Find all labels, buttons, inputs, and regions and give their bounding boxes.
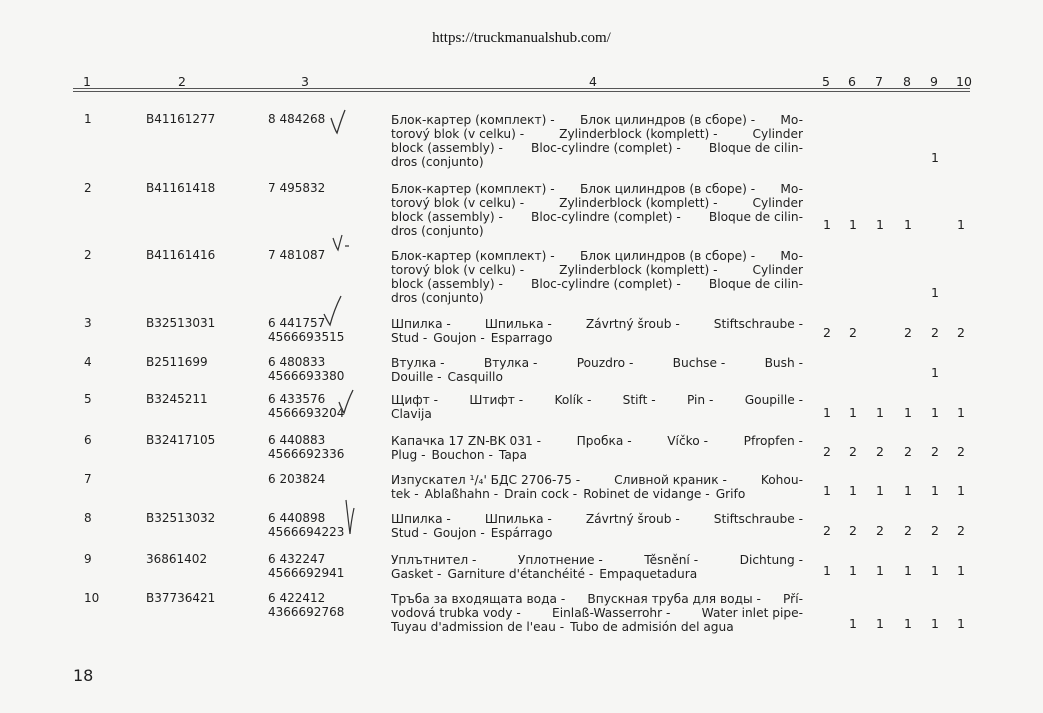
catalogue-code: 6 440883 <box>268 433 326 447</box>
description-line <box>391 182 803 196</box>
description-word: Kohou- <box>760 473 803 487</box>
catalogue-code: 4366692768 <box>268 605 345 619</box>
description-word: Goupille - <box>744 393 803 407</box>
quantity-cell: 1 <box>931 285 939 300</box>
part-description <box>391 182 803 238</box>
part-number: B41161418 <box>146 181 216 195</box>
column-header-5: 5 <box>822 74 830 89</box>
position-number: 7 <box>84 472 92 486</box>
column-header-3: 3 <box>301 74 309 89</box>
description-word: Bloque de cilin- <box>708 210 803 224</box>
quantity-cell: 1 <box>957 483 965 498</box>
position-number: 10 <box>84 591 100 605</box>
handwritten-check-mark <box>342 498 358 538</box>
description-word: Mo- <box>780 113 803 127</box>
part-description <box>391 434 803 462</box>
catalogue-code: 6 440898 <box>268 511 326 525</box>
page-number: 18 <box>73 666 94 685</box>
part-description <box>391 249 803 305</box>
description-word: Изпускател ¹/₄' БДС 2706-75 - <box>391 473 581 487</box>
description-word: Сливной краник - <box>614 473 727 487</box>
column-header-6: 6 <box>848 74 856 89</box>
description-word: Kolík - <box>554 393 592 407</box>
quantity-cell: 1 <box>931 150 939 165</box>
description-word: Stud - <box>391 526 428 540</box>
quantity-cell: 2 <box>904 444 912 459</box>
quantity-cell: 2 <box>904 523 912 538</box>
description-word: Zylinderblock (komplett) - <box>559 263 718 277</box>
description-word: Stiftschraube - <box>713 512 803 526</box>
part-description <box>391 393 803 421</box>
description-word: Einlaß-Wasserrohr - <box>552 606 671 620</box>
part-description <box>391 356 803 384</box>
quantity-cell: 2 <box>931 444 939 459</box>
description-word: Dichtung - <box>739 553 803 567</box>
part-description <box>391 553 803 581</box>
quantity-cell: 2 <box>957 325 965 340</box>
quantity-cell: 2 <box>957 523 965 538</box>
description-word: Závrtný šroub - <box>585 317 680 331</box>
description-line <box>391 487 803 501</box>
part-description <box>391 512 803 540</box>
quantity-cell: 2 <box>823 444 831 459</box>
description-word: Уплътнител - <box>391 553 477 567</box>
description-word: Тръба за входящата вода - <box>391 592 566 606</box>
quantity-cell: 1 <box>823 563 831 578</box>
description-word: Zylinderblock (komplett) - <box>559 196 718 210</box>
source-url: https://truckmanualshub.com/ <box>432 30 611 46</box>
description-line <box>391 473 803 487</box>
quantity-cell: 1 <box>957 563 965 578</box>
part-number: B3245211 <box>146 392 208 406</box>
quantity-cell: 1 <box>876 616 884 631</box>
catalogue-code: 6 203824 <box>268 472 326 486</box>
quantity-cell: 1 <box>904 217 912 232</box>
catalogue-code: 7 481087 <box>268 248 326 262</box>
description-word: tek - <box>391 487 419 501</box>
description-word: Espárrago <box>490 526 553 540</box>
description-word: torový blok (v celku) - <box>391 196 525 210</box>
description-line <box>391 512 803 526</box>
quantity-cell: 2 <box>904 325 912 340</box>
description-word: Gasket - <box>391 567 442 581</box>
quantity-cell: 2 <box>876 444 884 459</box>
description-word: vodová trubka vody - <box>391 606 521 620</box>
description-word: Пробка - <box>576 434 632 448</box>
description-word: Víčko - <box>667 434 708 448</box>
position-number: 5 <box>84 392 92 406</box>
description-line <box>391 393 803 407</box>
description-word: Stud - <box>391 331 428 345</box>
catalogue-code: 4566692941 <box>268 566 345 580</box>
quantity-cell: 1 <box>904 616 912 631</box>
quantity-cell: 1 <box>931 405 939 420</box>
column-header-1: 1 <box>83 74 91 89</box>
catalogue-code: 4566693515 <box>268 330 345 344</box>
description-line <box>391 249 803 263</box>
quantity-cell: 2 <box>876 523 884 538</box>
handwritten-check-mark <box>330 232 352 254</box>
description-word: Mo- <box>780 249 803 263</box>
description-word: Drain cock - <box>504 487 578 501</box>
description-word: Grifo <box>715 487 746 501</box>
description-line <box>391 434 803 448</box>
position-number: 8 <box>84 511 92 525</box>
description-word: Bloque de cilin- <box>708 277 803 291</box>
quantity-cell: 1 <box>904 563 912 578</box>
column-header-10: 10 <box>956 74 972 89</box>
quantity-cell: 1 <box>876 483 884 498</box>
quantity-cell: 2 <box>931 325 939 340</box>
description-word: Уплотнение - <box>517 553 603 567</box>
quantity-cell: 1 <box>876 563 884 578</box>
description-line <box>391 127 803 141</box>
part-description <box>391 317 803 345</box>
description-line <box>391 370 803 384</box>
position-number: 4 <box>84 355 92 369</box>
description-word: Plug - <box>391 448 426 462</box>
column-header-9: 9 <box>930 74 938 89</box>
description-word: Zylinderblock (komplett) - <box>559 127 718 141</box>
quantity-cell: 2 <box>849 523 857 538</box>
description-line <box>391 317 803 331</box>
quantity-cell: 1 <box>876 217 884 232</box>
description-word: Bloc-cylindre (complet) - <box>530 277 681 291</box>
description-word: Блок цилиндров (в сборе) - <box>579 249 756 263</box>
quantity-cell: 1 <box>849 616 857 631</box>
description-word: Cylinder <box>752 127 803 141</box>
quantity-cell: 1 <box>849 405 857 420</box>
description-word: dros (conjunto) <box>391 291 484 305</box>
column-header-2: 2 <box>178 74 186 89</box>
description-word: block (assembly) - <box>391 277 503 291</box>
handwritten-check-mark <box>328 108 348 136</box>
quantity-cell: 1 <box>904 483 912 498</box>
description-word: Впускная труба для воды - <box>587 592 761 606</box>
catalogue-code: 6 432247 <box>268 552 326 566</box>
description-line <box>391 567 803 581</box>
position-number: 6 <box>84 433 92 447</box>
part-number: B37736421 <box>146 591 216 605</box>
description-line <box>391 448 803 462</box>
part-description <box>391 113 803 169</box>
position-number: 1 <box>84 112 92 126</box>
description-line <box>391 141 803 155</box>
quantity-cell: 1 <box>823 405 831 420</box>
description-word: Pfropfen - <box>743 434 803 448</box>
description-word: Clavija <box>391 407 432 421</box>
description-line <box>391 356 803 370</box>
header-bottom-rule <box>73 91 970 92</box>
header-top-rule <box>73 88 970 89</box>
quantity-cell: 1 <box>876 405 884 420</box>
column-header-4: 4 <box>589 74 597 89</box>
description-word: Блок цилиндров (в сборе) - <box>579 182 756 196</box>
quantity-cell: 1 <box>957 405 965 420</box>
description-line <box>391 592 803 606</box>
description-word: Stift - <box>622 393 656 407</box>
quantity-cell: 1 <box>849 563 857 578</box>
position-number: 2 <box>84 248 92 262</box>
description-word: Bloc-cylindre (complet) - <box>530 141 681 155</box>
description-word: Блок цилиндров (в сборе) - <box>579 113 756 127</box>
quantity-cell: 2 <box>931 523 939 538</box>
quantity-cell: 1 <box>931 365 939 380</box>
part-number: 36861402 <box>146 552 208 566</box>
description-word: Pří- <box>783 592 803 606</box>
description-line <box>391 620 803 634</box>
part-number: B2511699 <box>146 355 208 369</box>
description-line <box>391 196 803 210</box>
catalogue-code: 6 433576 <box>268 392 326 406</box>
quantity-cell: 1 <box>957 616 965 631</box>
description-word: Штифт - <box>469 393 524 407</box>
description-word: Блок-картер (комплект) - <box>391 249 555 263</box>
description-line <box>391 553 803 567</box>
quantity-cell: 2 <box>957 444 965 459</box>
catalogue-code: 8 484268 <box>268 112 326 126</box>
part-number: B32417105 <box>146 433 216 447</box>
catalogue-code: 7 495832 <box>268 181 326 195</box>
description-word: dros (conjunto) <box>391 155 484 169</box>
description-line <box>391 277 803 291</box>
quantity-cell: 1 <box>957 217 965 232</box>
description-word: Tubo de admisión del agua <box>570 620 734 634</box>
description-word: Pouzdro - <box>576 356 634 370</box>
catalogue-code: 6 441757 <box>268 316 326 330</box>
catalogue-code: 6 480833 <box>268 355 326 369</box>
part-number: B32513031 <box>146 316 216 330</box>
catalogue-code: 6 422412 <box>268 591 326 605</box>
description-line <box>391 224 803 238</box>
part-number: B41161416 <box>146 248 216 262</box>
description-word: Douille - <box>391 370 442 384</box>
description-word: Bloc-cylindre (complet) - <box>530 210 681 224</box>
description-word: Bouchon - <box>431 448 493 462</box>
description-word: Щифт - <box>391 393 439 407</box>
quantity-cell: 2 <box>823 523 831 538</box>
description-line <box>391 155 803 169</box>
description-word: Шпилка - <box>391 317 451 331</box>
description-word: Cylinder <box>752 196 803 210</box>
column-header-8: 8 <box>903 74 911 89</box>
description-word: block (assembly) - <box>391 141 503 155</box>
description-word: Esparrago <box>490 331 553 345</box>
part-description <box>391 473 803 501</box>
description-word: Блок-картер (комплект) - <box>391 113 555 127</box>
description-word: Buchse - <box>672 356 726 370</box>
description-word: Втулка - <box>483 356 538 370</box>
description-word: Bloque de cilin- <box>708 141 803 155</box>
quantity-cell: 1 <box>931 563 939 578</box>
description-line <box>391 113 803 127</box>
catalogue-code: 4566694223 <box>268 525 345 539</box>
description-word: block (assembly) - <box>391 210 503 224</box>
description-word: Pin - <box>686 393 714 407</box>
description-word: Шпилька - <box>484 317 552 331</box>
quantity-cell: 1 <box>904 405 912 420</box>
description-word: Ablaßhahn - <box>424 487 499 501</box>
description-word: Stiftschraube - <box>713 317 803 331</box>
description-line <box>391 407 803 421</box>
description-line <box>391 526 803 540</box>
part-description <box>391 592 803 634</box>
description-line <box>391 331 803 345</box>
description-line <box>391 210 803 224</box>
description-word: Tapa <box>498 448 527 462</box>
description-word: Tuyau d'admission de l'eau - <box>391 620 565 634</box>
handwritten-check-mark <box>336 388 356 416</box>
description-word: Závrtný šroub - <box>585 512 680 526</box>
part-number: B41161277 <box>146 112 216 126</box>
quantity-cell: 1 <box>849 217 857 232</box>
quantity-cell: 1 <box>823 483 831 498</box>
description-word: Casquillo <box>447 370 503 384</box>
description-word: Блок-картер (комплект) - <box>391 182 555 196</box>
description-word: Mo- <box>780 182 803 196</box>
description-word: Těsnění - <box>644 553 699 567</box>
description-word: Втулка - <box>391 356 445 370</box>
description-line <box>391 263 803 277</box>
description-word: Robinet de vidange - <box>583 487 710 501</box>
quantity-cell: 2 <box>849 444 857 459</box>
description-word: Water inlet pipe- <box>701 606 803 620</box>
description-word: torový blok (v celku) - <box>391 127 525 141</box>
description-word: Goujon - <box>433 331 485 345</box>
column-header-7: 7 <box>875 74 883 89</box>
description-word: Капачка 17 ZN-BK 031 - <box>391 434 542 448</box>
description-word: Cylinder <box>752 263 803 277</box>
position-number: 9 <box>84 552 92 566</box>
quantity-cell: 1 <box>823 217 831 232</box>
description-word: Bush - <box>764 356 803 370</box>
catalogue-code: 4566693204 <box>268 406 345 420</box>
description-word: dros (conjunto) <box>391 224 484 238</box>
quantity-cell: 1 <box>931 616 939 631</box>
description-word: Goujon - <box>433 526 485 540</box>
quantity-cell: 2 <box>849 325 857 340</box>
description-word: Шпилька - <box>484 512 552 526</box>
quantity-cell: 1 <box>931 483 939 498</box>
description-word: Garniture d'étanchéité - <box>447 567 594 581</box>
catalogue-code: 4566692336 <box>268 447 345 461</box>
description-word: torový blok (v celku) - <box>391 263 525 277</box>
position-number: 3 <box>84 316 92 330</box>
position-number: 2 <box>84 181 92 195</box>
quantity-cell: 2 <box>823 325 831 340</box>
description-word: Empaquetadura <box>599 567 698 581</box>
part-number: B32513032 <box>146 511 216 525</box>
description-word: Шпилка - <box>391 512 451 526</box>
description-line <box>391 606 803 620</box>
description-line <box>391 291 803 305</box>
catalogue-code: 4566693380 <box>268 369 345 383</box>
handwritten-check-mark <box>322 294 344 328</box>
quantity-cell: 1 <box>849 483 857 498</box>
